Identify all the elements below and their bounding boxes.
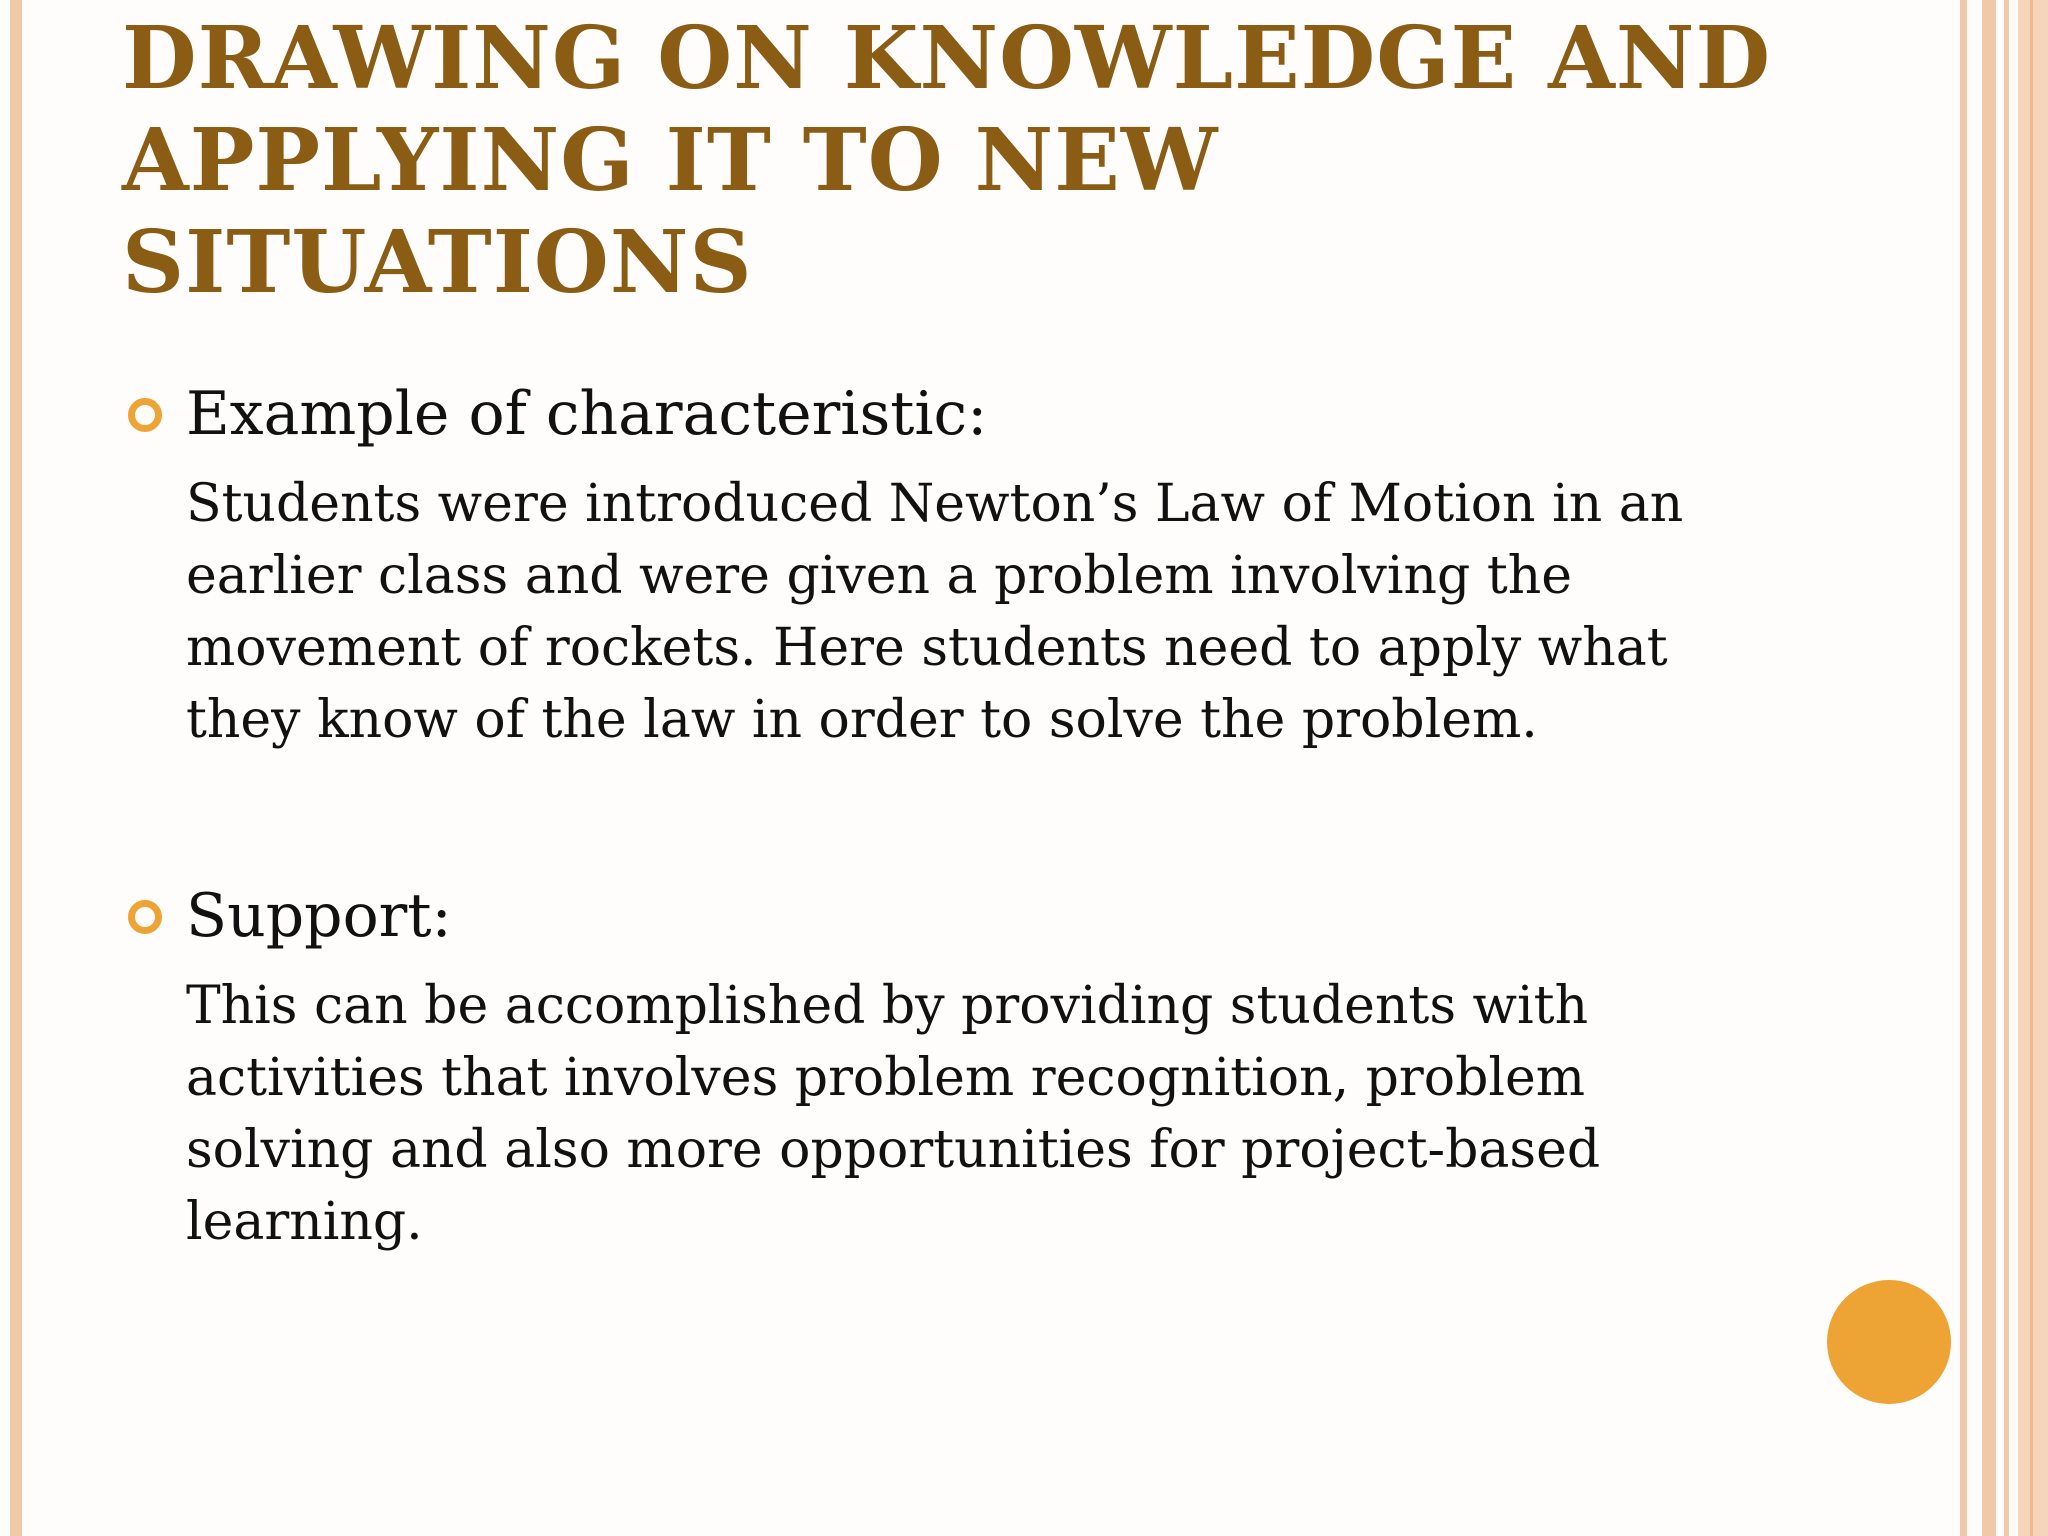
body-line: solving and also more opportunities for project-based (186, 1120, 1601, 1180)
slide-title (122, 8, 1882, 314)
body-line: learning. (186, 1192, 423, 1252)
body-line: they know of the law in order to solve the problem. (186, 690, 1538, 750)
bullet-heading-row (126, 378, 1866, 450)
bullet-body (186, 970, 1866, 1258)
right-border-stripe (2030, 0, 2033, 1536)
body-line: Students were introduced Newton’s Law of Motion in an (186, 474, 1684, 534)
right-border-stripe (2018, 0, 2048, 1536)
bullet-body (186, 468, 1866, 756)
title-line: SITUATIONS (122, 212, 753, 313)
body-line: movement of rockets. Here students need to apply what (186, 618, 1668, 678)
bullet-example (126, 378, 1866, 756)
ring-bullet-icon (128, 398, 162, 432)
right-border-stripe (1982, 0, 1996, 1536)
body-line: earlier class and were given a problem involving the (186, 546, 1572, 606)
bullet-heading: Example of characteristic: (186, 379, 988, 449)
left-border-stripe (10, 0, 22, 1536)
body-line: activities that involves problem recognition, problem (186, 1048, 1586, 1108)
bullet-heading-row (126, 880, 1866, 952)
orange-circle-decoration (1827, 1280, 1951, 1404)
title-line: APPLYING IT TO NEW (122, 110, 1219, 211)
body-line: This can be accomplished by providing students with (186, 976, 1589, 1036)
right-border-stripe (2004, 0, 2009, 1536)
bullet-heading: Support: (186, 881, 452, 951)
right-border-stripe (1960, 0, 1967, 1536)
ring-bullet-icon (128, 900, 162, 934)
title-line: DRAWING ON KNOWLEDGE AND (122, 8, 1772, 109)
bullet-support (126, 880, 1866, 1258)
